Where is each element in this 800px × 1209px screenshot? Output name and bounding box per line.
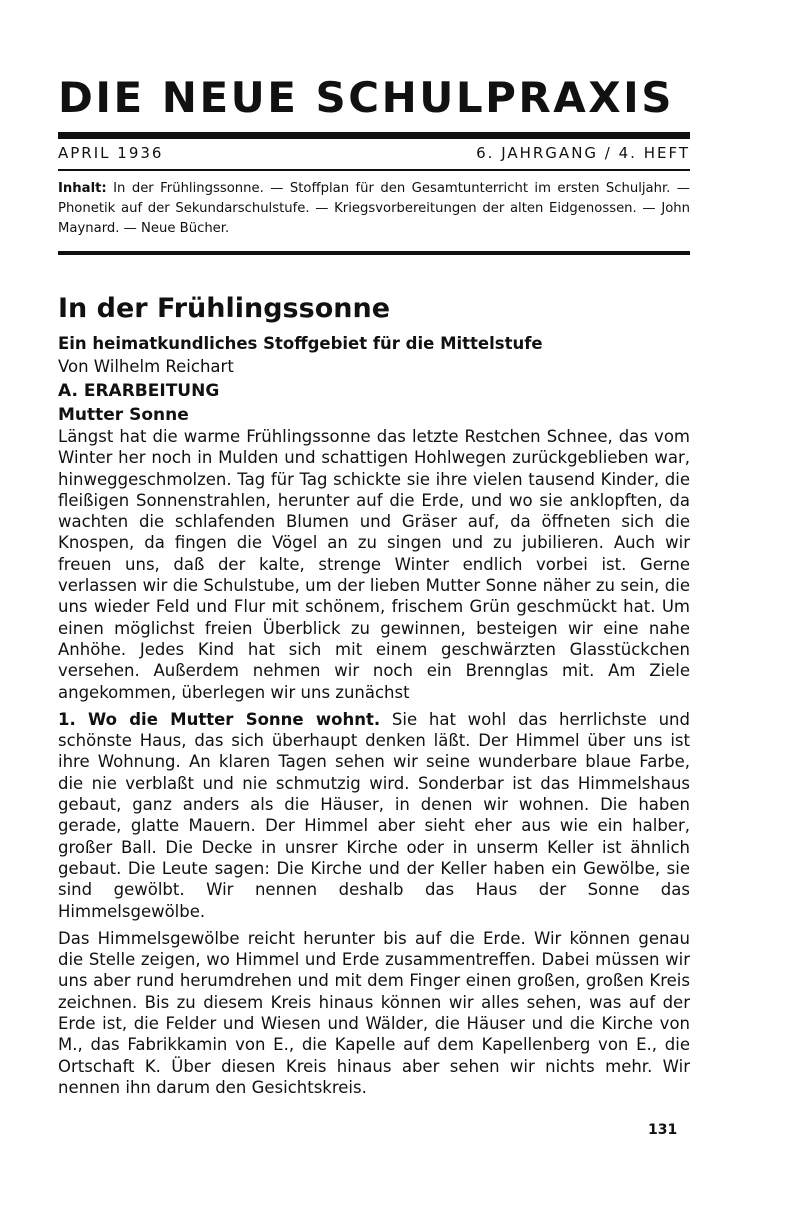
issue-date: APRIL 1936: [58, 144, 164, 162]
masthead-rule: [58, 132, 690, 139]
issue-number: 6. JAHRGANG / 4. HEFT: [476, 144, 690, 162]
paragraph-3: Das Himmelsgewölbe reicht herunter bis auf die Erde. Wir können genau die Stelle zeigen, wo Himmel und Erde zusammentreffen. Dabei müssen wir uns aber rund herumdrehen und mit dem Finger einen großen, großen Kreis zeichnen. Bis zu diesem Kreis hinaus können wir alles sehen, was auf der Erde ist, die Felder und Wiesen und Wälder, die Häuser und die Kirche von M., das Fabrikkamin von E., die Kapelle auf dem Kapellenberg von E., die Ortschaft K. Über diesen Kreis hinaus aber sehen wir nichts mehr. Wir nennen ihn darum den Gesichtskreis.: [58, 928, 690, 1097]
issue-line: [58, 143, 690, 163]
page-number: 131: [648, 1122, 678, 1138]
issue-rule: [58, 169, 690, 171]
paragraph-2: [58, 709, 690, 922]
page: [58, 72, 690, 1098]
contents-rule: [58, 251, 690, 255]
paragraph-2-text: Sie hat wohl das herrlichste und schönste Haus, das sich überhaupt denken läßt. Der Himmel über uns ist ihre Wohnung. An klaren Tagen sehen wir seine wunderbare blaue Farbe, die nie verblaßt und nie schmutzig wird. Sonderbar ist das Himmelshaus gebaut, ganz anders als die Häuser, in denen wir wohnen. Die haben gerade, glatte Mauern. Der Himmel aber sieht eher aus wie ein halber, großer Ball. Die Decke in unsrer Kirche oder in unserm Keller ist ähnlich gebaut. Die Leute sagen: Die Kirche und der Keller haben ein Gewölbe, sie sind gewölbt. Wir nennen deshalb das Haus der Sonne das Himmelsgewölbe.: [58, 709, 690, 921]
journal-title: DIE NEUE SCHULPRAXIS: [58, 73, 675, 122]
table-of-contents: [58, 179, 690, 239]
article-subtitle: Ein heimatkundliches Stoffgebiet für die Mittelstufe: [58, 334, 543, 353]
contents-label: Inhalt:: [58, 181, 107, 196]
contents-text: In der Frühlingssonne. — Stoffplan für den Gesamtunterricht im ersten Schuljahr. — Phonetik auf der Sekundarschulstufe. — Kriegsvorbereitungen der alten Eidgenossen. — John Maynard. — Neue Bücher.: [58, 181, 690, 236]
paragraph-1: Längst hat die warme Frühlingssonne das letzte Restchen Schnee, das vom Winter her noch in Mulden und schattigen Hohlwegen zurückgeblieben war, hinweggeschmolzen. Tag für Tag schickte sie ihre vielen tausend Kinder, die fleißigen Sonnenstrahlen, herunter auf die Erde, und wo sie anklopften, da wachten die schlafenden Blumen und Gräser auf, da öffneten sich die Knospen, da fingen die Vögel an zu singen und zu jubilieren. Auch wir freuen uns, daß der kalte, strenge Winter endlich vorbei ist. Gerne verlassen wir die Schulstube, um der lieben Mutter Sonne näher zu sein, die uns wieder Feld und Flur mit schönem, frischem Grün geschmückt hat. Um einen möglichst freien Überblick zu gewinnen, besteigen wir eine nahe Anhöhe. Jedes Kind hat sich mit einem geschwärzten Glasstückchen versehen. Außerdem nehmen wir noch ein Brennglas mit. Am Ziele angekommen, überlegen wir uns zunächst: [58, 427, 690, 702]
subsection-heading: Mutter Sonne: [58, 405, 189, 425]
article-byline: Von Wilhelm Reichart: [58, 357, 234, 376]
section-heading: A. ERARBEITUNG: [58, 381, 220, 401]
paragraph-2-lead: 1. Wo die Mutter Sonne wohnt.: [58, 709, 381, 729]
article-title: In der Frühlingssonne: [58, 293, 391, 324]
